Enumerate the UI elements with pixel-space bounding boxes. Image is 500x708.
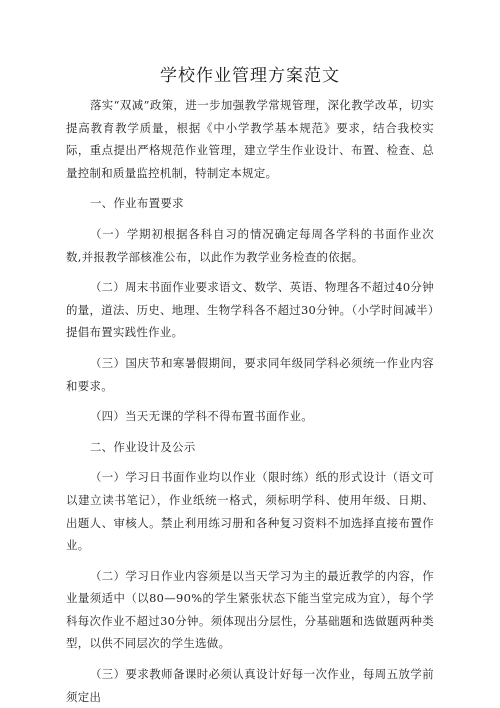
paragraph-2-3: （三）要求教师备课时必须认真设计好每一次作业，每周五放学前须定出 [66, 667, 434, 704]
document-title: 学校作业管理方案范文 [160, 66, 340, 86]
document-body [66, 94, 434, 708]
section-heading-1: 一、作业布置要求 [89, 196, 184, 211]
paragraph-1-2: （二）周末书面作业要求语文、数学、英语、物理各不超过40分钟的量，道法、历史、地理、生物学科各不超过30分钟。（小学时间减半）提倡布置实践性作业。 [66, 280, 434, 340]
paragraph-1-3: （三）国庆节和寒暑假期间，要求同年级同学科必须统一作业内容和要求。 [66, 355, 434, 393]
paragraph-2-1: （一）学习日书面作业均以作业（限时练）纸的形式设计（语文可以建立读书笔记），作业纸统一格式，须标明学科、使用年级、日期、出题人、审核人。禁止利用练习册和各种复习资料不加选择直接布置作业。 [66, 470, 434, 553]
paragraph-2-2: （二）学习日作业内容须是以当天学习为主的最近教学的内容，作业量须适中（以80—90%的学生紧张状态下能当堂完成为宜），每个学科每次作业不超过30分钟。须体现出分层性，分基础题和选做题两种类型，以供不同层次的学生选做。 [66, 568, 434, 651]
section-heading-2: 二、作业设计及公示 [89, 439, 196, 454]
intro-paragraph: 落实“双减”政策，进一步加强教学常规管理，深化教学改革，切实提高教育教学质量，根据《中小学教学基本规范》要求，结合我校实际，重点提出严格规范作业管理，建立学生作业设计、布置、检查、总量控制和质量监控机制，特制定本规定。 [66, 98, 434, 180]
paragraph-1-4: （四）当天无课的学科不得布置书面作业。 [89, 409, 314, 424]
paragraph-1-1: （一）学期初根据各科自习的情况确定每周各学科的书面作业次数,并报教学部核准公布，以此作为教学业务检查的依据。 [66, 226, 434, 264]
